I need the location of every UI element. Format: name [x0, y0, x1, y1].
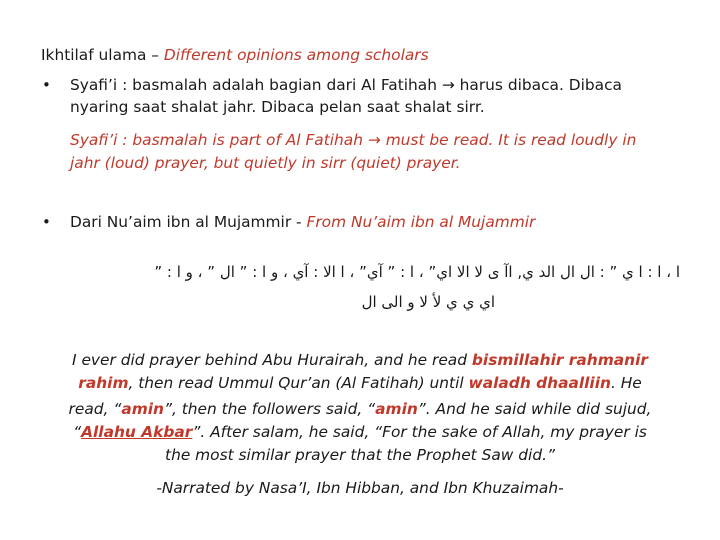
t-l1-a: I ever did prayer behind Abu Hurairah, and he read	[72, 351, 472, 369]
bullet-1: •	[42, 76, 51, 94]
translation-line2	[40, 372, 680, 395]
point2	[70, 212, 535, 232]
arabic-line1: ا ، ا : ا ي ” : ال ال الد ي, اآ ى لا الا اي” ، ا : ” آي” ، ا الا : آي ، و ا : ” ال ” ، و ا : ”	[154, 263, 680, 281]
point2-english: From Nu’aim ibn al Mujammir	[306, 213, 536, 231]
t-l3-b: amin	[121, 400, 164, 418]
point1-line1-a: Syafi’i : basmalah adalah bagian dari Al Fatihah	[70, 76, 442, 94]
arrow-icon: →	[441, 76, 455, 94]
heading-plain: Ikhtilaf ulama –	[41, 46, 164, 64]
t-l3-d: amin	[375, 400, 418, 418]
translation-line3	[40, 398, 680, 421]
translation-line1	[40, 349, 680, 372]
point2-plain: Dari Nu’aim ibn al Mujammir -	[70, 213, 307, 231]
bullet-2: •	[42, 213, 51, 231]
point1-line1	[70, 75, 622, 95]
point1-en-line1-a: Syafi’i : basmalah is part of Al Fatihah	[70, 131, 368, 149]
point1-en-line1-b: must be read. It is read loudly in	[380, 131, 637, 149]
t-l3-c: ”, then the followers said, “	[163, 400, 376, 418]
t-l2-b: , then read Ummul Qur’an (Al Fatihah) until	[128, 374, 469, 392]
t-l2-d: . He	[610, 374, 642, 392]
point1-en-line2: jahr (loud) prayer, but quietly in sirr (quiet) prayer.	[70, 154, 461, 172]
narration-credit: -Narrated by Nasa’I, Ibn Hibban, and Ibn Khuzaimah-	[156, 479, 564, 497]
point1-en-line1	[70, 130, 636, 150]
t-l3-e: ”. And he said while did sujud,	[417, 400, 652, 418]
t-l4-c: ”. After salam, he said, “For the sake of Allah, my prayer is	[192, 423, 647, 441]
arrow-icon-en: →	[367, 131, 381, 149]
heading-english: Different opinions among scholars	[163, 46, 429, 64]
arabic-line2: اي ي ي لأ لا و الى ال	[361, 293, 495, 311]
t-l4-b: Allahu Akbar	[81, 423, 193, 441]
t-l3-a: read, “	[68, 400, 122, 418]
t-l1-b: bismillahir rahmanir	[471, 351, 648, 369]
translation-line5: the most similar prayer that the Prophet Saw did.”	[165, 446, 555, 464]
t-l2-c: waladh dhaalliin	[468, 374, 611, 392]
heading	[41, 45, 429, 65]
point1-line1-b: harus dibaca. Dibaca	[454, 76, 622, 94]
t-l2-a: rahim	[78, 374, 129, 392]
point1-line2: nyaring saat shalat jahr. Dibaca pelan saat shalat sirr.	[70, 98, 485, 116]
t-l4-a: “	[73, 423, 82, 441]
translation-line4	[40, 421, 680, 444]
